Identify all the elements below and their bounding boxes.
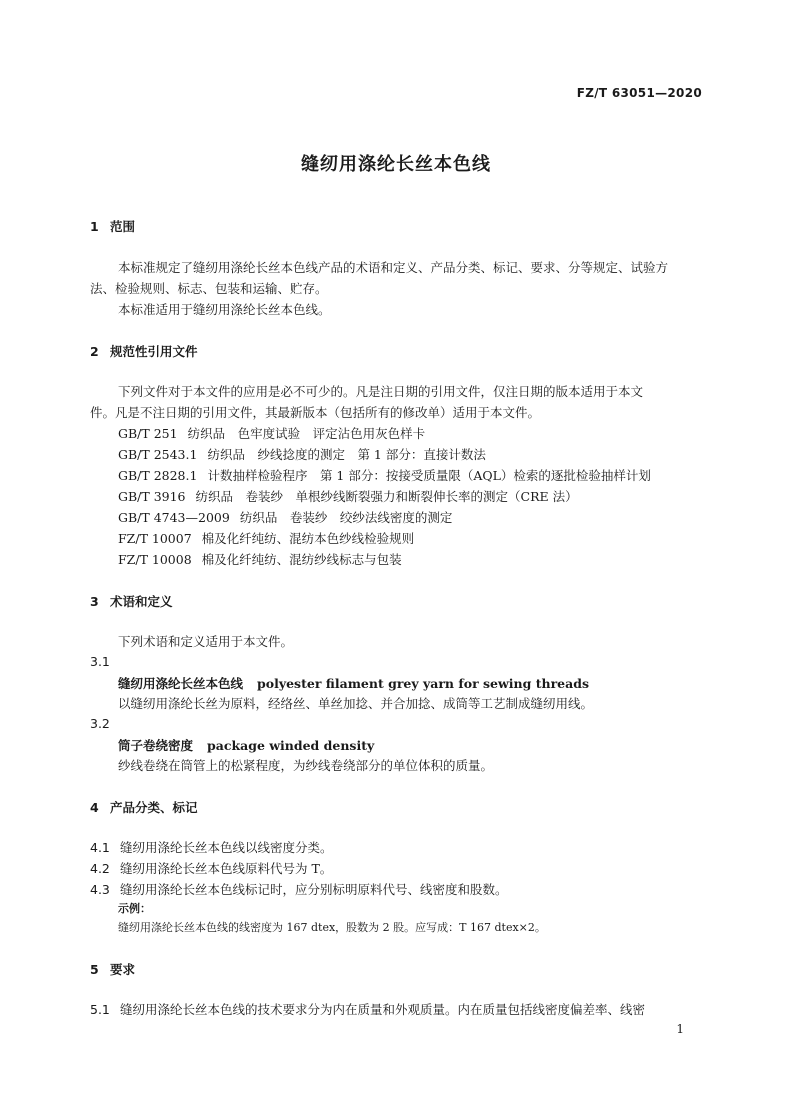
term-chinese: 缝纫用涤纶长丝本色线: [118, 676, 244, 691]
term-number: 3.2: [90, 716, 110, 731]
section-2-heading: [90, 342, 198, 360]
section-3-heading: [90, 592, 173, 610]
reference-item: [118, 487, 578, 505]
clause-number: 5.1: [90, 1002, 110, 1017]
reference-item: [118, 529, 414, 547]
section-number: 3: [90, 594, 99, 609]
term-chinese: 筒子卷绕密度: [118, 738, 194, 753]
section-4-heading: [90, 798, 198, 816]
clause-number: 4.3: [90, 882, 110, 897]
example-text: 缝纫用涤纶长丝本色线的线密度为 167 dtex，股数为 2 股。应写成：T 167 dtex×2。: [118, 921, 546, 934]
reference-title: 纺织品 色牢度试验 评定沾色用灰色样卡: [187, 426, 426, 441]
reference-code: FZ/T 10007: [118, 531, 192, 546]
section-number: 5: [90, 962, 99, 977]
reference-code: GB/T 4743—2009: [118, 510, 230, 525]
reference-code: GB/T 3916: [118, 489, 186, 504]
reference-title: 纺织品 卷装纱 单根纱线断裂强力和断裂伸长率的测定（CRE 法）: [195, 489, 578, 504]
reference-code: GB/T 2543.1: [118, 447, 198, 462]
reference-title: 棉及化纤纯纺、混纺本色纱线检验规则: [201, 531, 415, 546]
paragraph: 下列术语和定义适用于本文件。: [118, 634, 294, 649]
reference-title: 计数抽样检验程序 第 1 部分：按接受质量限（AQL）检索的逐批检验抽样计划: [207, 468, 651, 483]
paragraph: 本标准适用于缝纫用涤纶长丝本色线。: [118, 302, 331, 317]
reference-item: [118, 466, 651, 484]
reference-code: GB/T 251: [118, 426, 178, 441]
section-1-heading: [90, 217, 135, 235]
clause-item: [90, 1000, 645, 1018]
reference-code: GB/T 2828.1: [118, 468, 198, 483]
term-entry: [118, 736, 374, 754]
reference-item: [118, 424, 425, 442]
section-5-heading: [90, 960, 135, 978]
term-english: package winded density: [207, 738, 375, 753]
clause-text: 缝纫用涤纶长丝本色线的技术要求分为内在质量和外观质量。内在质量包括线密度偏差率、线密: [120, 1002, 646, 1017]
section-number: 2: [90, 344, 99, 359]
term-definition: 以缝纫用涤纶长丝为原料，经络丝、单丝加捻、并合加捻、成筒等工艺制成缝纫用线。: [118, 696, 594, 711]
reference-code: FZ/T 10008: [118, 552, 192, 567]
section-title: 范围: [110, 219, 136, 234]
reference-title: 纺织品 纱线捻度的测定 第 1 部分：直接计数法: [207, 447, 486, 462]
document-title: 缝纫用涤纶长丝本色线: [301, 154, 491, 175]
term-definition: 纱线卷绕在筒管上的松紧程度，为纱线卷绕部分的单位体积的质量。: [118, 758, 494, 773]
term-entry: [118, 674, 589, 692]
clause-item: [90, 838, 333, 856]
reference-item: [118, 550, 402, 568]
reference-title: 纺织品 卷装纱 绞纱法线密度的测定: [239, 510, 453, 525]
reference-item: [118, 445, 486, 463]
example-label: 示例：: [118, 902, 151, 915]
section-title: 术语和定义: [110, 594, 173, 609]
paragraph: 下列文件对于本文件的应用是必不可少的。凡是注日期的引用文件，仅注日期的版本适用于本文: [118, 384, 644, 399]
section-title: 规范性引用文件: [110, 344, 198, 359]
clause-item: [90, 880, 508, 898]
section-number: 4: [90, 800, 99, 815]
term-english: polyester filament grey yarn for sewing threads: [257, 676, 589, 691]
clause-number: 4.1: [90, 840, 110, 855]
section-title: 要求: [110, 962, 136, 977]
page-number: 1: [676, 1022, 684, 1036]
clause-item: [90, 859, 332, 877]
standard-code: FZ/T 63051—2020: [576, 86, 702, 100]
reference-title: 棉及化纤纯纺、混纺纱线标志与包装: [201, 552, 402, 567]
section-title: 产品分类、标记: [110, 800, 198, 815]
term-number: 3.1: [90, 654, 110, 669]
paragraph-continued: 法、检验规则、标志、包装和运输、贮存。: [90, 281, 328, 296]
clause-number: 4.2: [90, 861, 110, 876]
clause-text: 缝纫用涤纶长丝本色线原料代号为 T。: [120, 861, 333, 876]
paragraph: 本标准规定了缝纫用涤纶长丝本色线产品的术语和定义、产品分类、标记、要求、分等规定、试验方: [118, 260, 669, 275]
clause-text: 缝纫用涤纶长丝本色线标记时，应分别标明原料代号、线密度和股数。: [120, 882, 508, 897]
section-number: 1: [90, 219, 99, 234]
paragraph-continued: 件。凡是不注日期的引用文件，其最新版本（包括所有的修改单）适用于本文件。: [90, 405, 541, 420]
reference-item: [118, 508, 452, 526]
clause-text: 缝纫用涤纶长丝本色线以线密度分类。: [120, 840, 333, 855]
